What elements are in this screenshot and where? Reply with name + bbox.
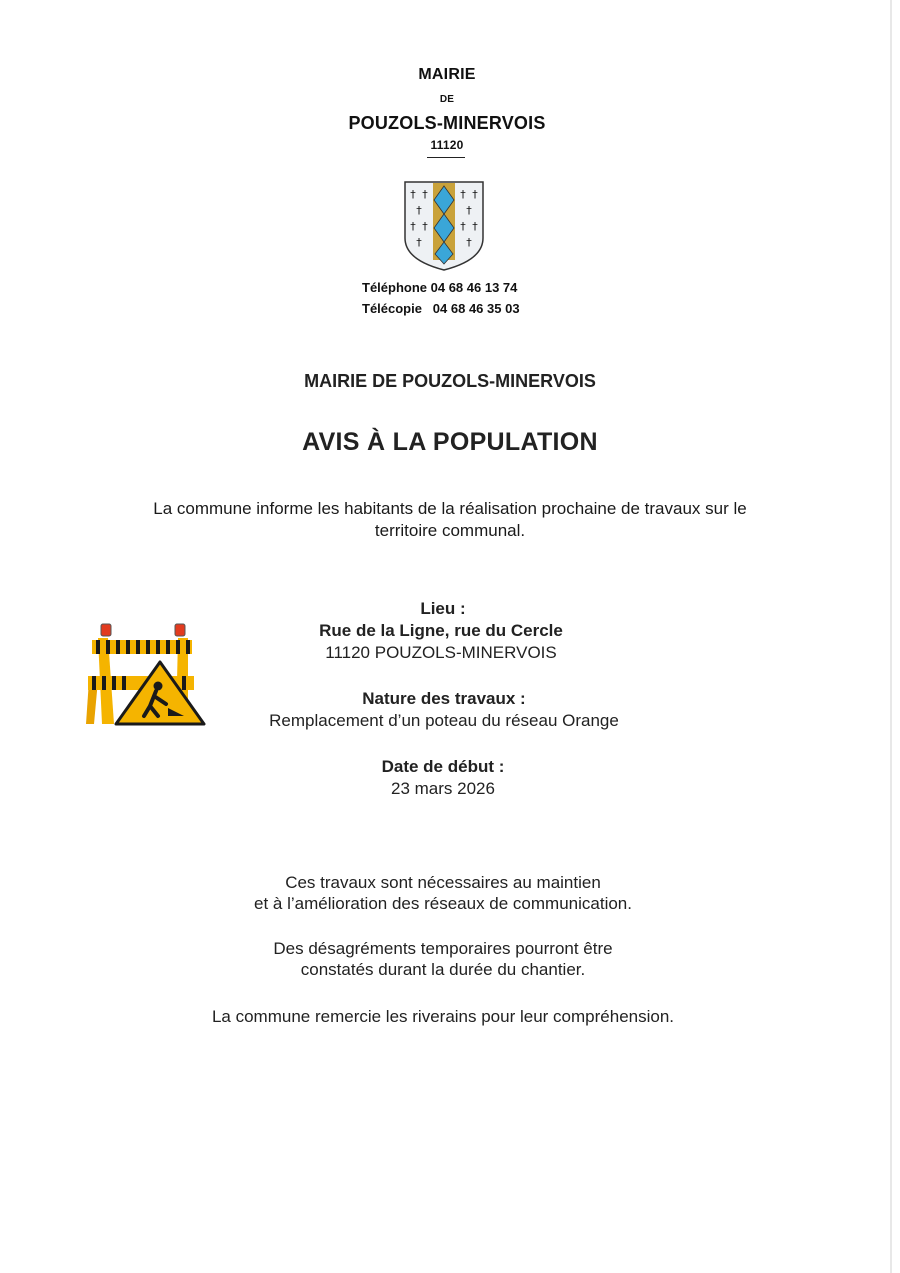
lieu-label: Lieu :: [420, 599, 466, 618]
svg-text:†: †: [472, 188, 478, 201]
closing-paragraph-1: [0, 872, 893, 914]
letterhead-de: DE: [439, 94, 455, 105]
nature-value: Remplacement d’un poteau du réseau Orange: [269, 711, 619, 730]
svg-text:†: †: [422, 220, 428, 233]
closing-p2-line-1: Des désagréments temporaires pourront être: [273, 939, 613, 958]
closing-paragraph-3: La commune remercie les riverains pour leur compréhension.: [211, 1007, 675, 1026]
date-label: Date de début :: [381, 757, 505, 776]
closing-p1-line-2: et à l’amélioration des réseaux de communication.: [254, 894, 632, 913]
fax-line: Télécopie 04 68 46 35 03: [362, 301, 520, 316]
postal-code-underline: [427, 157, 465, 158]
coat-of-arms-icon: [403, 180, 485, 272]
svg-text:†: †: [472, 220, 478, 233]
svg-text:†: †: [466, 204, 472, 217]
intro-line-1: La commune informe les habitants de la réalisation prochaine de travaux sur le: [153, 499, 747, 518]
notice-title: AVIS À LA POPULATION: [302, 428, 598, 456]
svg-text:†: †: [466, 236, 472, 249]
nature-label: Nature des travaux :: [362, 689, 526, 708]
letterhead-town: POUZOLS-MINERVOIS: [348, 113, 546, 133]
closing-p1-line-1: Ces travaux sont nécessaires au maintien: [285, 873, 601, 892]
svg-text:†: †: [460, 188, 466, 201]
svg-text:†: †: [410, 188, 416, 201]
telephone-line: Téléphone 04 68 46 13 74: [362, 280, 518, 295]
intro-line-2: territoire communal.: [374, 521, 526, 540]
letterhead-postal-code: 11120: [430, 138, 464, 152]
closing-paragraph-2: [0, 938, 893, 980]
svg-text:†: †: [416, 204, 422, 217]
svg-text:†: †: [460, 220, 466, 233]
lieu-street: Rue de la Ligne, rue du Cercle: [319, 621, 563, 640]
closing-p2-line-2: constatés durant la durée du chantier.: [300, 960, 586, 979]
lieu-city: 11120 POUZOLS-MINERVOIS: [325, 643, 557, 662]
svg-text:†: †: [416, 236, 422, 249]
svg-text:†: †: [410, 220, 416, 233]
date-value: 23 mars 2026: [391, 779, 495, 798]
letterhead-mairie: MAIRIE: [418, 66, 476, 83]
svg-text:†: †: [422, 188, 428, 201]
intro-paragraph: [0, 498, 900, 542]
notice-organisation: MAIRIE DE POUZOLS-MINERVOIS: [304, 371, 596, 391]
